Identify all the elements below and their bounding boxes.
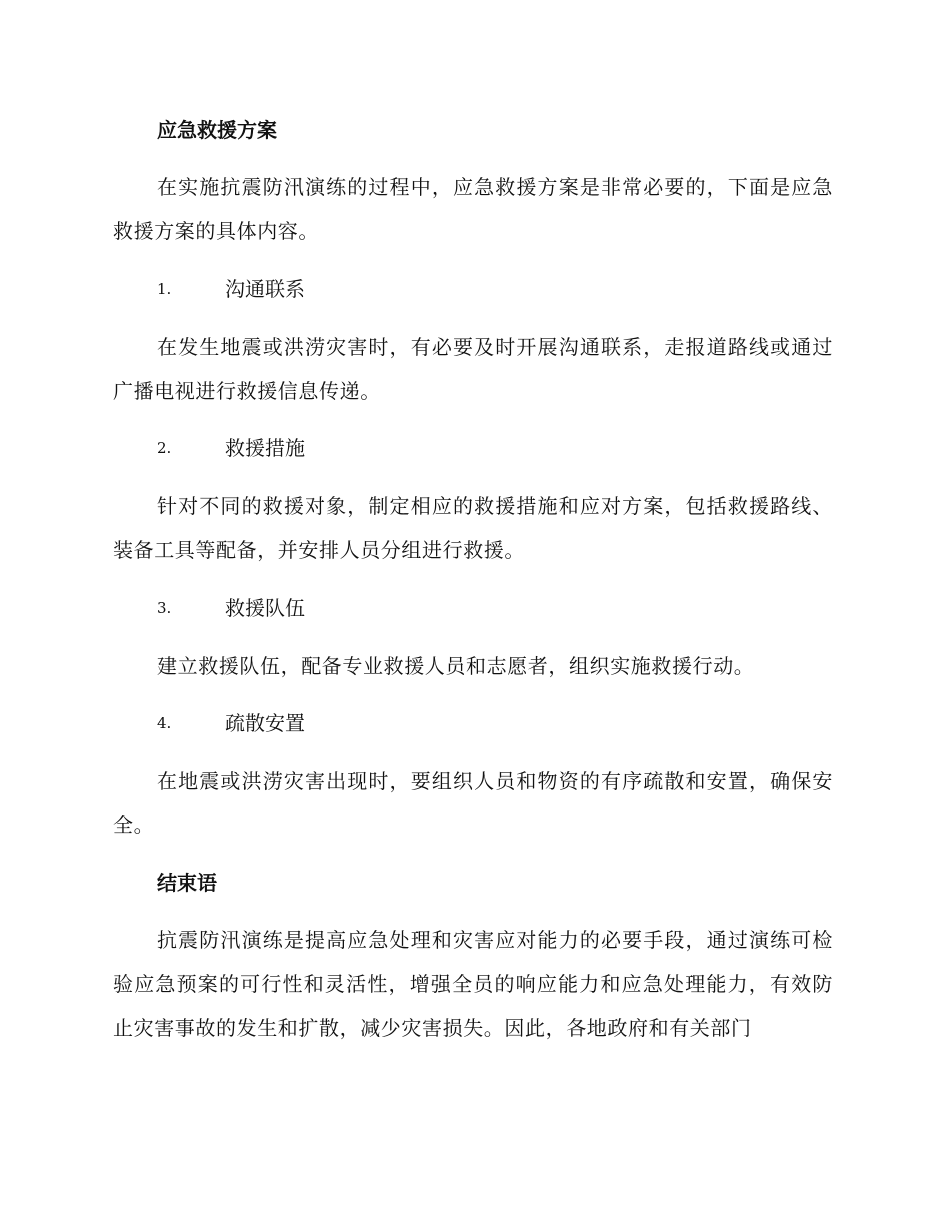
list-label: 沟通联系 <box>225 277 305 301</box>
list-number: 3. <box>157 599 172 617</box>
section-heading-rescue-plan: 应急救援方案 <box>157 118 277 142</box>
list-label: 疏散安置 <box>225 711 305 735</box>
paragraph-item-4: 在地震或洪涝灾害出现时，要组织人员和物资的有序疏散和安置，确保安全。 <box>113 769 833 837</box>
list-number: 1. <box>157 280 172 298</box>
paragraph-item-3: 建立救援队伍，配备专业救援人员和志愿者，组织实施救援行动。 <box>157 654 755 678</box>
list-number: 4. <box>157 714 172 732</box>
paragraph-conclusion: 抗震防汛演练是提高应急处理和灾害应对能力的必要手段，通过演练可检验应急预案的可行性和灵活性，增强全员的响应能力和应急处理能力，有效防止灾害事故的发生和扩散，减少灾害损失。因此，各地政府和有关部门 <box>113 928 833 1040</box>
list-label: 救援队伍 <box>225 596 305 620</box>
list-label: 救援措施 <box>225 436 305 460</box>
paragraph-item-2: 针对不同的救援对象，制定相应的救援措施和应对方案，包括救援路线、装备工具等配备，并安排人员分组进行救援。 <box>113 494 833 562</box>
list-number: 2. <box>157 439 172 457</box>
section-heading-conclusion: 结束语 <box>157 871 217 895</box>
paragraph-rescue-intro: 在实施抗震防汛演练的过程中，应急救援方案是非常必要的，下面是应急救援方案的具体内容。 <box>113 175 833 243</box>
paragraph-item-1: 在发生地震或洪涝灾害时，有必要及时开展沟通联系，走报道路线或通过广播电视进行救援信息传递。 <box>113 335 833 403</box>
